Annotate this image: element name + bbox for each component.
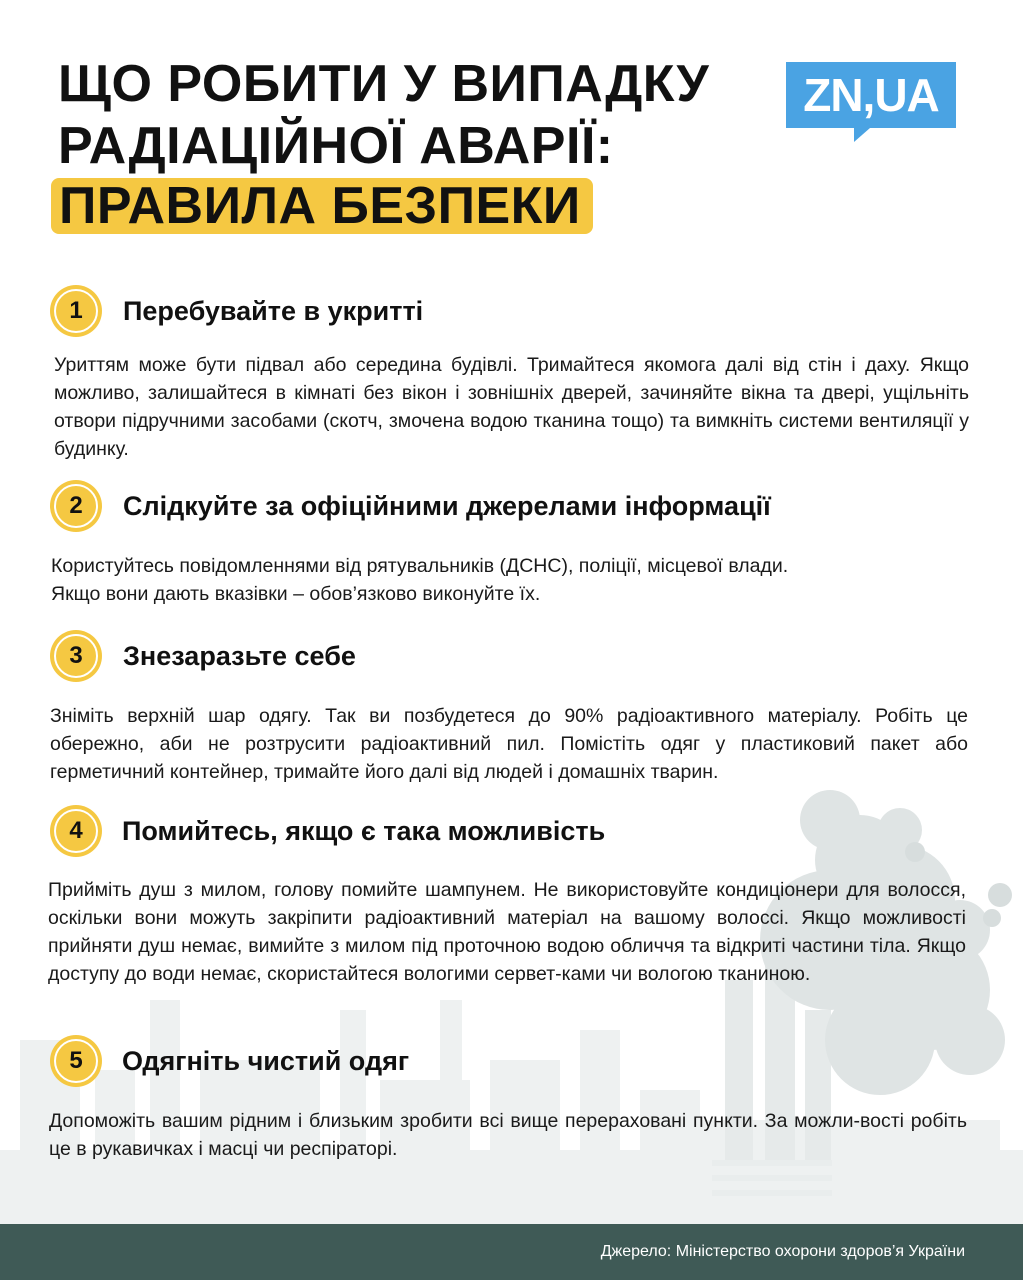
step-number-3	[50, 630, 102, 682]
step-number-5	[50, 1035, 102, 1087]
zn-ua-logo	[786, 62, 956, 140]
step-number-label: 2	[54, 484, 98, 528]
section-body-3: Зніміть верхній шар одягу. Так ви позбудетеся до 90% радіоактивного матеріалу. Робіть це обережно, аби не розтрусити радіоактивний пил. Помістіть одяг у пластиковий пакет або герметичний контейнер, тримайте його далі від людей і домашніх тварин.	[50, 705, 968, 783]
section-body-5: Допоможіть вашим рідним і близьким зробити всі вище перераховані пункти. За можли-вості робіть це в рукавичках і масці чи респіраторі.	[49, 1110, 967, 1160]
step-number-4	[50, 805, 102, 857]
section-title-5: Одягніть чистий одяг	[122, 1046, 410, 1076]
page-title-highlight: ПРАВИЛА БЕЗПЕКИ	[51, 178, 593, 234]
section-body-4: Прийміть душ з милом, голову помийте шампунем. Не використовуйте кондиціонери для волосся, оскільки вони можуть закріпити радіоактивний матеріал на вашому волоссі. Якщо можливості прийняти душ немає, вимийте з милом під проточною водою обличчя та відкриті частини тіла. Якщо доступу до води немає, скористайтеся вологими сервет-ками чи вологою тканиною.	[48, 879, 966, 985]
logo-text: ZN,UA	[803, 69, 939, 121]
section-title-1: Перебувайте в укритті	[123, 296, 424, 326]
page-title-line-2: РАДІАЦІЙНОЇ АВАРІЇ:	[58, 117, 614, 175]
logo-bubble-tail	[854, 128, 870, 142]
footer-bar	[0, 1224, 1023, 1280]
section-title-3: Знезаразьте себе	[123, 641, 356, 671]
section-body-2-line-2: Якщо вони дають вказівки – обов’язково виконуйте їх.	[51, 583, 541, 605]
step-number-label: 4	[54, 809, 98, 853]
step-number-1	[50, 285, 102, 337]
step-number-label: 1	[54, 289, 98, 333]
page-title-line-1: ЩО РОБИТИ У ВИПАДКУ	[58, 55, 710, 113]
section-title-2: Слідкуйте за офіційними джерелами інформації	[123, 491, 771, 521]
section-body-2-line-1: Користуйтесь повідомленнями від рятувальників (ДСНС), поліції, місцевої влади.	[51, 555, 789, 577]
step-number-label: 5	[54, 1039, 98, 1083]
section-body-1: Уриттям може бути підвал або середина будівлі. Тримайтеся якомога далі від стін і даху. Якщо можливо, залишайтеся в кімнаті без вікон і зовнішніх дверей, зачиняйте вікна та двері, ущільніть отвори підручними засобами (скотч, змочена водою тканина тощо) та вимкніть системи вентиляції у будинку.	[54, 354, 969, 460]
source-credit: Джерело: Міністерство охорони здоров’я України	[600, 1243, 965, 1260]
step-number-label: 3	[54, 634, 98, 678]
section-title-4: Помийтесь, якщо є така можливість	[122, 816, 606, 846]
step-number-2	[50, 480, 102, 532]
